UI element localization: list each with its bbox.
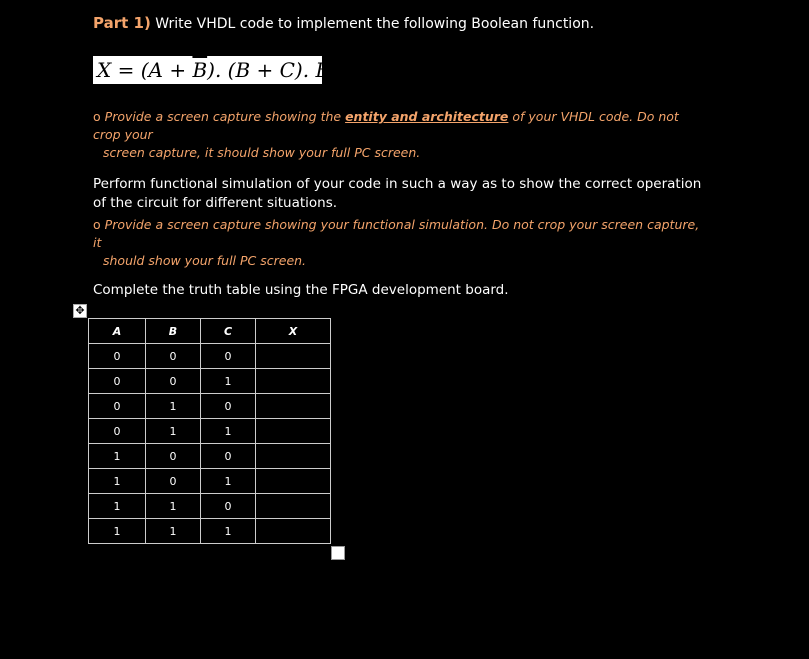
cell-a[interactable]: 1 xyxy=(89,494,146,519)
cell-a[interactable]: 0 xyxy=(89,344,146,369)
cell-c[interactable]: 1 xyxy=(201,469,256,494)
boolean-formula xyxy=(93,56,331,84)
cell-b[interactable]: 0 xyxy=(146,344,201,369)
part-instruction: Write VHDL code to implement the following Boolean function. xyxy=(155,16,595,32)
bullet-text: Provide a screen capture showing your functional simulation. Do not crop your screen capture, it xyxy=(93,217,700,250)
header-c: C xyxy=(201,319,256,344)
cell-c[interactable]: 1 xyxy=(201,519,256,544)
header-x: X xyxy=(256,319,331,344)
cell-a[interactable]: 0 xyxy=(89,369,146,394)
table-row xyxy=(89,519,331,544)
table-row xyxy=(89,394,331,419)
cell-b[interactable]: 0 xyxy=(146,469,201,494)
bullet-text-line2: should show your full PC screen. xyxy=(103,253,307,268)
cell-a[interactable]: 1 xyxy=(89,469,146,494)
formula-complement: $\overline{B}$ xyxy=(192,58,208,82)
formula-prefix: X = (A + xyxy=(97,58,193,82)
cell-b[interactable]: 0 xyxy=(146,444,201,469)
cell-c[interactable]: 0 xyxy=(201,344,256,369)
table-row xyxy=(89,494,331,519)
cell-x[interactable] xyxy=(256,494,331,519)
table-row xyxy=(89,369,331,394)
cell-b[interactable]: 1 xyxy=(146,394,201,419)
header-a: A xyxy=(89,319,146,344)
cell-b[interactable]: 1 xyxy=(146,519,201,544)
cell-a[interactable]: 0 xyxy=(89,419,146,444)
cell-b[interactable]: 1 xyxy=(146,419,201,444)
cell-c[interactable]: 0 xyxy=(201,394,256,419)
bullet-marker: o xyxy=(93,217,101,232)
table-row xyxy=(89,419,331,444)
cell-a[interactable]: 0 xyxy=(89,394,146,419)
cell-c[interactable]: 0 xyxy=(201,494,256,519)
cell-x[interactable] xyxy=(256,519,331,544)
cell-c[interactable]: 1 xyxy=(201,419,256,444)
table-row xyxy=(89,469,331,494)
bullet-entity-architecture xyxy=(93,108,703,162)
header-b: B xyxy=(146,319,201,344)
cell-x[interactable] xyxy=(256,344,331,369)
truth-table xyxy=(88,318,331,544)
bullet-text-tail: of your VHDL code. Do not crop your xyxy=(93,109,679,142)
cell-x[interactable] xyxy=(256,394,331,419)
truth-table-intro: Complete the truth table using the FPGA development board. xyxy=(93,282,509,298)
cell-c[interactable]: 1 xyxy=(201,369,256,394)
bullet-marker: o xyxy=(93,109,101,124)
cell-c[interactable]: 0 xyxy=(201,444,256,469)
cell-x[interactable] xyxy=(256,369,331,394)
table-row xyxy=(89,344,331,369)
bullet-text-line2: screen capture, it should show your full PC screen. xyxy=(103,145,421,160)
cell-x[interactable] xyxy=(256,444,331,469)
cell-b[interactable]: 0 xyxy=(146,369,201,394)
table-resize-handle[interactable] xyxy=(331,546,345,560)
table-row xyxy=(89,444,331,469)
cell-a[interactable]: 1 xyxy=(89,519,146,544)
cell-x[interactable] xyxy=(256,419,331,444)
cell-x[interactable] xyxy=(256,469,331,494)
table-move-icon[interactable]: ✥ xyxy=(73,304,87,318)
bullet-simulation xyxy=(93,216,703,270)
table-header-row xyxy=(89,319,331,344)
part-label: Part 1) xyxy=(93,14,151,32)
bullet-emphasis: entity and architecture xyxy=(345,109,509,124)
formula-suffix: ). (B + C). B xyxy=(207,58,331,82)
simulation-paragraph: Perform functional simulation of your code in such a way as to show the correct operation of the circuit for different situations. xyxy=(93,176,702,211)
part-title xyxy=(93,14,594,32)
cell-a[interactable]: 1 xyxy=(89,444,146,469)
cell-b[interactable]: 1 xyxy=(146,494,201,519)
bullet-text: Provide a screen capture showing the xyxy=(104,109,346,124)
